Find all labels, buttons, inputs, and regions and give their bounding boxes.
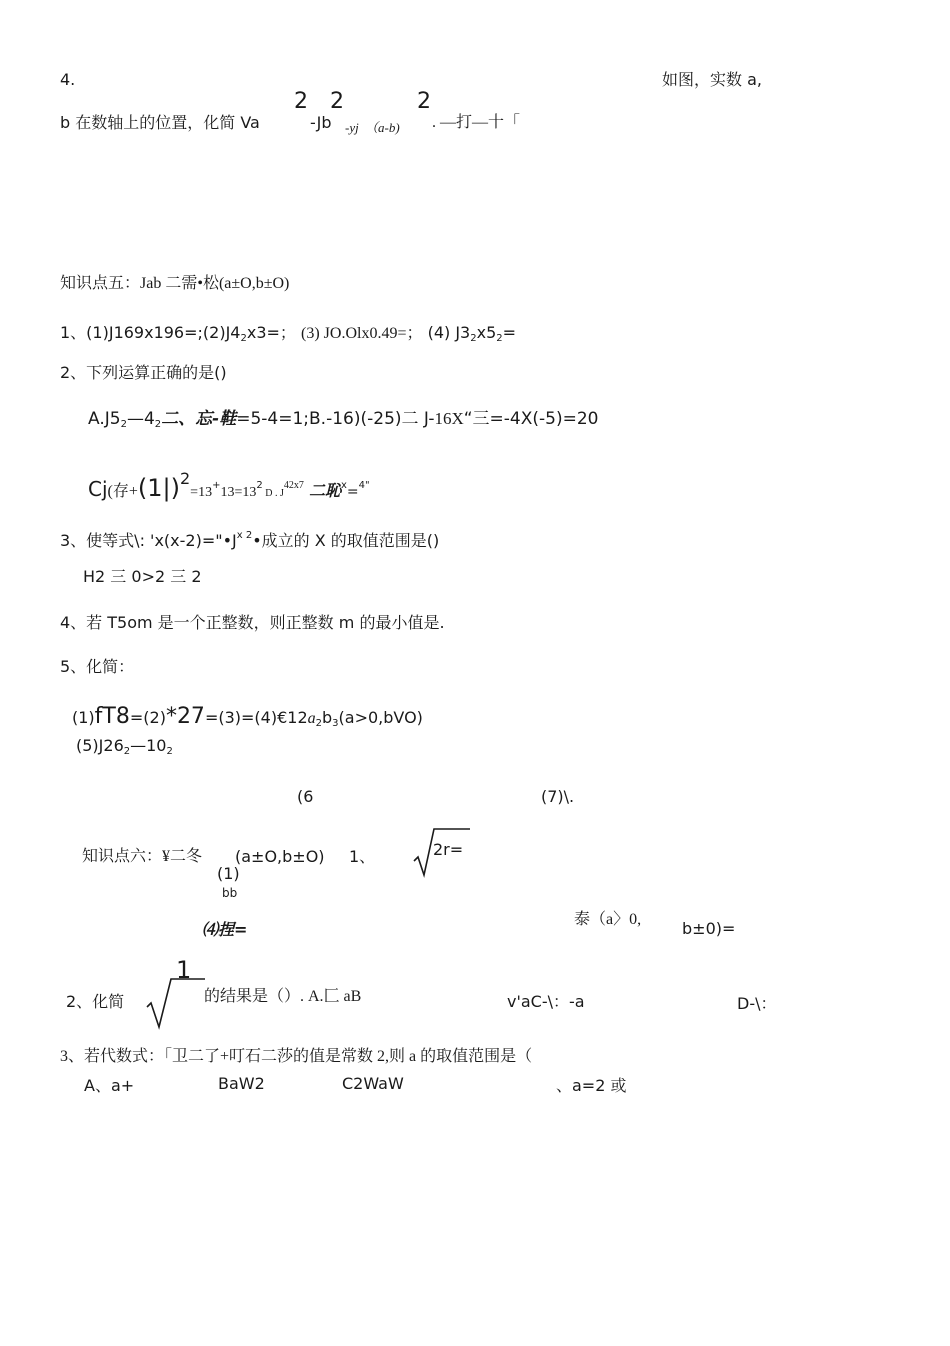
p2c-a: Cj [88, 477, 108, 501]
p2a-c: 二、忘-鞋 [161, 409, 237, 429]
problem-5: 5、化简： [60, 657, 135, 676]
q2-label: 2、化简 [66, 992, 125, 1011]
k6-condition: (a±O,b±O) [235, 847, 325, 866]
q4-exp3: 2 [417, 89, 431, 114]
problem-5-item-6: (6 [297, 787, 314, 806]
p2c-g: 13=13 [220, 485, 257, 500]
p2a-b-sub: 2 [154, 419, 162, 430]
p5a-c: =(2) [129, 708, 166, 727]
q4-ab: （a-b) [365, 120, 400, 135]
q4-jb: -Jb [310, 113, 332, 132]
q4-tail: . —打—十「 [432, 114, 521, 131]
q3-option-b: BaW2 [218, 1074, 265, 1093]
p2a-a: A.J5 [88, 409, 121, 429]
k6-item-1: 1、 [349, 847, 376, 866]
p5a-j: (a>0,bVO) [338, 708, 423, 727]
k6-sub-1: (1) [217, 864, 240, 883]
problem-3 [60, 526, 439, 551]
p1-d-sub: 2 [470, 333, 477, 344]
p1-a: 1、(1)J169x196=;(2)J4 [60, 323, 241, 342]
p1-b: x3=； [246, 323, 296, 342]
p2c-j: 42x7 [283, 480, 304, 491]
q2-option-c: v'aC-\：-a [507, 992, 585, 1011]
q2-one: 1 [176, 956, 192, 984]
p5a-d: *27 [165, 704, 205, 729]
p2c-k: 二恥 [308, 481, 341, 500]
p2a-a-sub: 2 [120, 419, 127, 430]
p3-c: •成立的 X 的取值范围是() [252, 531, 440, 550]
p1-e: x5 [476, 323, 497, 342]
k6-bb: bb [222, 886, 238, 900]
q4-exp2: 2 [330, 89, 344, 114]
k6-label: 知识点六：¥二冬 [82, 848, 203, 865]
q4-number: 4. [60, 70, 76, 89]
problem-2: 2、下列运算正确的是() [60, 363, 227, 382]
q4-line2 [60, 113, 260, 133]
p5a-e: =(3)=(4)€12 [204, 708, 308, 727]
p5b-b-sub: 2 [166, 746, 173, 757]
k6-radicand: 2r= [433, 840, 464, 859]
q4-text: b 在数轴上的位置，化简 Va [60, 113, 260, 132]
p5a-a: (1) [72, 708, 95, 727]
p2c-l: x [340, 480, 347, 491]
k5-formula: Jab 二需•松(a±O,b±O) [140, 275, 290, 292]
k6-item-tai: 泰（a〉0, [574, 911, 642, 928]
p2a-d: =5-4=1;B.-16)(-25)二 J- [236, 409, 435, 429]
p2c-b: (存+ [107, 483, 138, 500]
p1-d: (4) J3 [427, 323, 471, 342]
p1-a-sub: 2 [240, 333, 247, 344]
p2c-c: (1|) [137, 474, 180, 502]
p1-c: (3) JO.Olx0.49=； [301, 325, 423, 342]
k6-item-4: ⑷捏= [202, 920, 248, 939]
p3-a: 3、使等式\: 'x(x-2)="•J [60, 531, 237, 550]
p2c-d: 2 [179, 469, 191, 488]
p2a-f: “三=-4X(-5)=20 [463, 409, 599, 429]
problem-5-items [72, 703, 423, 731]
k6-item-right: b±0)= [682, 919, 736, 938]
q4-exp1: 2 [294, 89, 308, 114]
q4-right-text: 如图，实数 a, [662, 70, 762, 89]
p4-text: 4、若 T5om 是一个正整数，则正整数 m 的最小值是. [60, 613, 445, 632]
q2-text: 的结果是（）. A.匚 aB [204, 988, 362, 1005]
p5b-a-sub: 2 [123, 746, 131, 757]
q3-option-a: A、a+ [84, 1076, 135, 1095]
p1-f: = [502, 323, 517, 342]
p3-b: x 2 [236, 530, 253, 541]
p2c-n: 4" [358, 480, 370, 491]
q2-option-d: D-\： [737, 994, 777, 1013]
p2c-i: D . J [262, 488, 284, 499]
p5b-b: —10 [130, 736, 167, 755]
p2c-m: = [346, 484, 359, 500]
p5a-b: fT8 [94, 704, 130, 729]
p5a-g: 2 [315, 718, 322, 729]
problem-2-option-cd [88, 462, 370, 502]
q3-option-c: C2WaW [342, 1074, 404, 1093]
p5b-a: (5)J26 [76, 736, 124, 755]
p5a-h: b [322, 708, 333, 727]
problem-5-item-7: (7)\. [541, 787, 575, 806]
p2a-e: 16X [434, 409, 464, 428]
p1-e-sub: 2 [496, 333, 503, 344]
problem-1 [60, 323, 516, 349]
q4-yj: -yj [345, 120, 359, 135]
knowledge-point-5 [60, 273, 289, 294]
p2c-h: 2 [256, 480, 263, 491]
p2a-b: —4 [126, 409, 155, 429]
p2c-f: + [212, 480, 221, 491]
k5-label: 知识点五： [60, 275, 141, 292]
p5a-i: 3 [332, 718, 339, 729]
problem-3-options: H2 三 0>2 三 2 [83, 567, 202, 586]
problem-4 [60, 613, 445, 633]
q3-text: 3、若代数式：「卫二了+叮石二莎的值是常数 2,则 a 的取值范围是（ [60, 1048, 533, 1065]
q3-option-d: 、a=2 或 [556, 1076, 627, 1095]
sqrt-symbol-2 [145, 975, 209, 1031]
p2c-e: =13 [190, 485, 213, 500]
problem-2-option-ab [88, 409, 599, 435]
p5a-f: a [307, 710, 316, 727]
problem-5-item-5 [76, 735, 173, 757]
